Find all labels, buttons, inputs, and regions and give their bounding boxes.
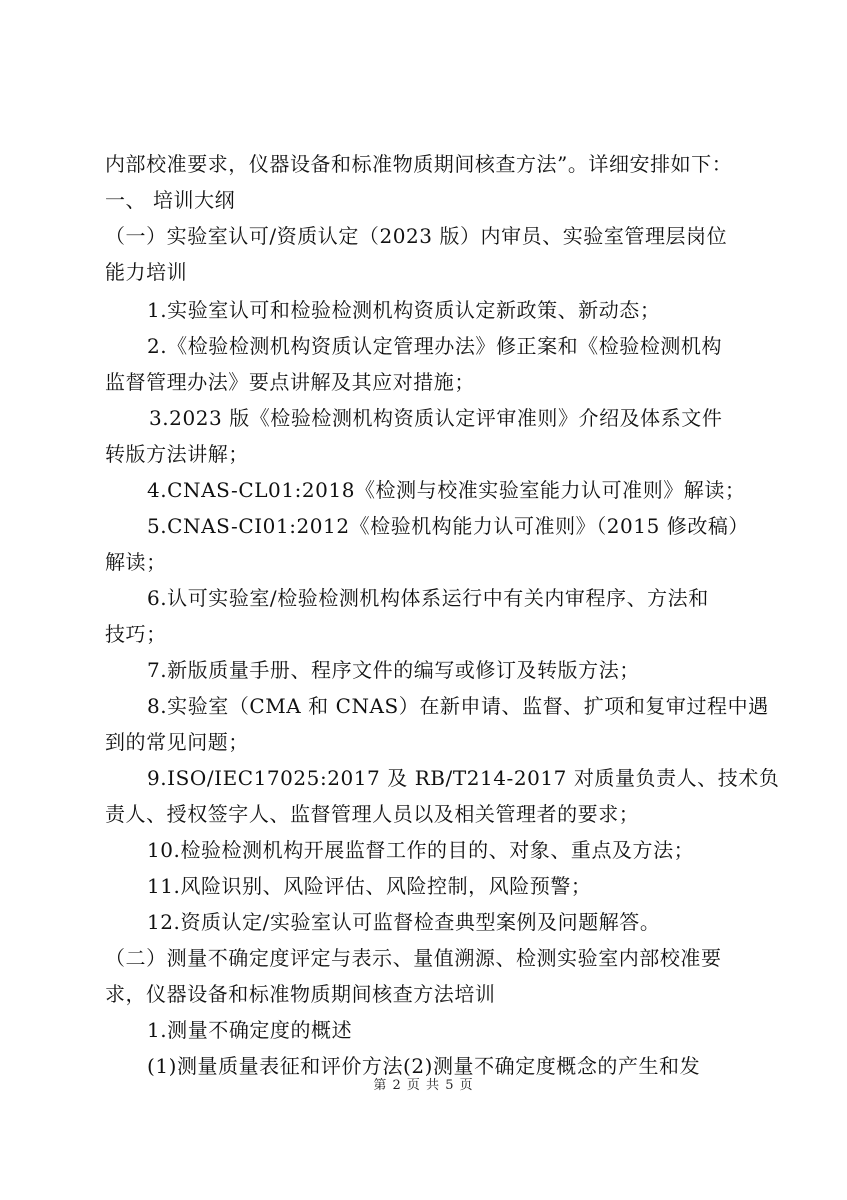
text-line: 能力培训 bbox=[105, 260, 188, 284]
text-line: 内部校准要求，仪器设备和标准物质期间核查方法”。详细安排如下： bbox=[105, 152, 733, 176]
section-heading: 一、 培训大纲 bbox=[105, 188, 236, 212]
list-item: 7.新版质量手册、程序文件的编写或修订及转版方法； bbox=[147, 658, 640, 682]
list-item: 6.认可实验室/检验检测机构体系运行中有关内审程序、方法和 bbox=[147, 586, 709, 610]
list-item: 5.CNAS-CI01:2012《检验机构能力认可准则》（2015 修改稿） bbox=[147, 514, 749, 538]
text-line: 解读； bbox=[105, 550, 167, 574]
list-item: 12.资质认定/实验室认可监督检查典型案例及问题解答。 bbox=[147, 910, 661, 934]
text-line: 转版方法讲解； bbox=[105, 442, 249, 466]
list-item: 2.《检验检测机构资质认定管理办法》修正案和《检验检测机构 bbox=[147, 334, 723, 358]
list-item: 1.实验室认可和检验检测机构资质认定新政策、新动态； bbox=[147, 298, 661, 322]
list-item: 9.ISO/IEC17025:2017 及 RB/T214-2017 对质量负责人、技术负 bbox=[147, 766, 780, 790]
list-item: 3.2023 版《检验检测机构资质认定评审准则》介绍及体系文件 bbox=[149, 406, 723, 430]
page-number-footer: 第 2 页 共 5 页 bbox=[373, 1078, 474, 1093]
list-item: 8.实验室（CMA 和 CNAS）在新申请、监督、扩项和复审过程中遇 bbox=[147, 694, 769, 718]
list-item: 1.测量不确定度的概述 bbox=[147, 1018, 353, 1042]
text-line: 求，仪器设备和标准物质期间核查方法培训 bbox=[105, 982, 496, 1006]
text-line: 监督管理办法》要点讲解及其应对措施； bbox=[105, 370, 475, 394]
text-line: 责人、授权签字人、监督管理人员以及相关管理者的要求； bbox=[105, 802, 640, 826]
subsection-heading: （二）测量不确定度评定与表示、量值溯源、检测实验室内部校准要 bbox=[105, 946, 722, 970]
list-item: 11.风险识别、风险评估、风险控制，风险预警； bbox=[147, 874, 592, 898]
list-item: 10.检验检测机构开展监督工作的目的、对象、重点及方法； bbox=[147, 838, 695, 862]
text-line: 到的常见问题； bbox=[105, 730, 249, 754]
list-item: (1)测量质量表征和评价方法(2)测量不确定度概念的产生和发 bbox=[147, 1054, 701, 1078]
text-line: 技巧； bbox=[105, 622, 167, 646]
list-item: 4.CNAS-CL01:2018《检测与校准实验室能力认可准则》解读； bbox=[147, 478, 746, 502]
subsection-heading: （一）实验室认可/资质认定（2023 版）内审员、实验室管理层岗位 bbox=[105, 224, 728, 248]
